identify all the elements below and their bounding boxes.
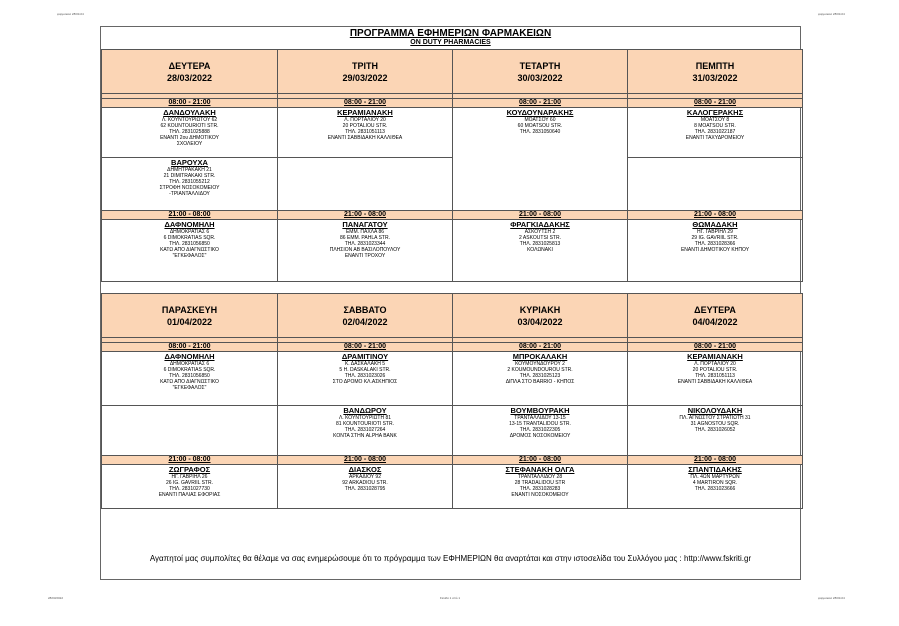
pharmacy-row-night xyxy=(102,465,803,509)
pharmacy-name: ΒΑΝΔΩΡΟΥ xyxy=(343,406,387,415)
pharmacy-detail: ΤΗΛ. 2831025888 xyxy=(169,129,210,135)
day-header xyxy=(628,294,803,338)
page-title: ΠΡΟΓΡΑΜΜΑ ΕΦΗΜΕΡΙΩΝ ΦΑΡΜΑΚΕΙΩΝ xyxy=(349,28,552,39)
pharmacy-row-night xyxy=(102,220,803,282)
header-note-left: φαρμακεια 28/03-04 xyxy=(57,12,84,16)
pharmacy-row-morning-a xyxy=(102,352,803,406)
pharmacy-detail: ΤΗΛ. 2831028283 xyxy=(519,486,561,492)
footer-note-center: Σελίδα 1 από 1 xyxy=(440,596,461,600)
pharmacy-cell xyxy=(278,465,453,509)
pharmacy-detail: ΤΗΛ. 2831026052 xyxy=(694,427,736,433)
pharmacy-detail: 6 DIMOKRATIAS SQR. xyxy=(163,235,216,241)
pharmacy-detail: ΤΗΛ. 2831025813 xyxy=(519,241,561,247)
pharmacy-name: ΒΑΡΟΥΧΑ xyxy=(171,158,208,167)
pharmacy-detail: ΤΡΑΝΤΑΛΛΙΔΟΥ 28 xyxy=(517,474,563,480)
pharmacy-detail: ΤΗΛ. 2831027730 xyxy=(169,486,210,492)
pharmacy-detail: 31 AGNOSTOU SQR. xyxy=(690,421,740,427)
pharmacy-detail: ΤΗΛ. 2831050640 xyxy=(519,129,561,135)
pharmacy-detail: ΔΗΜΟΚΡΑΤΙΑΣ 6 xyxy=(169,361,210,367)
pharmacy-detail: 5 H. DASKALAKI STR. xyxy=(339,367,391,373)
pharmacy-detail: ΤΗΛ. 2831023026 xyxy=(344,373,386,379)
pharmacy-detail: ΕΝΑΝΤΙ ΔΗΜΟΤΙΚΟΥ ΚΗΠΟΥ xyxy=(680,247,750,253)
title-block xyxy=(101,27,800,49)
pharmacy-detail: ΚΑΤΩ ΑΠΟ ΔΙΑΓΝΩΣΤΙΚΟ xyxy=(160,379,219,385)
pharmacy-cell xyxy=(102,158,278,211)
pharmacy-detail: ΤΡΑΝΤΑΛΛΙΔΟΥ 13-15 xyxy=(514,415,566,421)
page-subtitle: ON DUTY PHARMACIES xyxy=(410,39,491,46)
pharmacy-cell xyxy=(453,220,628,282)
pharmacy-detail: ΔΗΜΗΤΡΑΚΑΚΗ 21 xyxy=(167,167,212,173)
pharmacy-cell xyxy=(102,352,278,406)
pharmacy-detail: ΤΗΛ. 2831051113 xyxy=(695,373,735,379)
day-name: ΠΑΡΑΣΚΕΥΗ xyxy=(161,304,218,315)
pharmacy-detail: ΔΗΜΟΚΡΑΤΙΑΣ 6 xyxy=(169,229,210,235)
pharmacy-row-morning-a xyxy=(102,108,803,158)
pharmacy-name: ΜΠΡΟΚΑΛΑΚΗ xyxy=(512,352,568,361)
pharmacy-detail: ΣΤΟ ΔΡΟΜΟ ΚΛ.ΑΣΚΗΠΙΟΣ xyxy=(332,379,398,385)
pharmacy-detail: ΠΛ. ΑΓΝΩΣΤΟΥ ΣΤΡΑΤΙΩΤΗ 31 xyxy=(679,415,751,421)
pharmacy-cell xyxy=(278,220,453,282)
week-table-1 xyxy=(101,49,803,282)
pharmacy-detail: Λ. ΚΟΥΝΤΟΥΡΙΩΤΟΥ 62 xyxy=(161,117,218,123)
pharmacy-cell xyxy=(628,220,803,282)
shift-label: 08:00 - 21:00 xyxy=(628,99,803,108)
shift-label: 21:00 - 08:00 xyxy=(628,211,803,220)
day-header xyxy=(628,50,803,94)
day-date: 31/03/2022 xyxy=(692,72,738,83)
pharmacy-detail: ΚΟΝΤΑ ΣΤΗΝ ALPHA BANK xyxy=(333,433,397,439)
pharmacy-cell xyxy=(453,406,628,456)
pharmacy-detail: ΤΗΛ. 2831056850 xyxy=(169,373,210,379)
day-header-row xyxy=(102,50,803,94)
pharmacy-name: ΚΕΡΑΜΙΑΝΑΚΗ xyxy=(337,108,393,117)
pharmacy-detail: ΠΛΗΣΙΟΝ ΑΒ ΒΑΣΙΛΟΠΟΥΛΟΥ xyxy=(329,247,401,253)
shift-label: 08:00 - 21:00 xyxy=(102,99,278,108)
day-header xyxy=(102,294,278,338)
pharmacy-detail: 86 EMM. PAHLA STR. xyxy=(340,235,390,241)
pharmacy-detail: 21 DIMITRAKAKI STR. xyxy=(163,173,216,179)
pharmacy-cell xyxy=(628,465,803,509)
pharmacy-detail: 20 POTALIOU STR. xyxy=(342,123,388,129)
pharmacy-name: ΒΟΥΜΒΟΥΡΑΚΗ xyxy=(510,406,570,415)
pharmacy-name: ΔΡΑΜΙΤΙΝΟΥ xyxy=(341,352,389,361)
day-header xyxy=(453,50,628,94)
pharmacy-name: ΣΠΑΝΤΙΔΑΚΗΣ xyxy=(688,465,742,474)
day-date: 29/03/2022 xyxy=(342,72,388,83)
shift-label: 21:00 - 08:00 xyxy=(278,456,453,465)
pharmacy-detail: 2 ASKOUTSI STR. xyxy=(519,235,561,241)
day-name: ΠΕΜΠΤΗ xyxy=(695,60,735,71)
pharmacy-detail: ΕΜΜ. ΠΑΧΛΑ 86 xyxy=(345,229,385,235)
pharmacy-detail: ΤΗΛ. 2831022187 xyxy=(694,129,736,135)
pharmacy-name: ΝΙΚΟΛΟΥΔΑΚΗ xyxy=(687,406,743,415)
pharmacy-name: ΖΩΓΡΑΦΟΣ xyxy=(168,465,211,474)
pharmacy-detail: -ΤΡΙΑΝΤΑΛΛΙΔΟΥ xyxy=(169,191,210,197)
shift-label: 08:00 - 21:00 xyxy=(278,99,453,108)
pharmacy-cell xyxy=(628,352,803,406)
pharmacy-cell xyxy=(102,465,278,509)
shift-label: 08:00 - 21:00 xyxy=(102,343,278,352)
day-header xyxy=(278,50,453,94)
shift-row-night xyxy=(102,456,803,465)
day-header xyxy=(278,294,453,338)
pharmacy-name: ΣΤΕΦΑΝΑΚΗ ΟΛΓΑ xyxy=(505,465,575,474)
pharmacy-detail: Κ. ΔΑΣΚΑΛΑΚΗ 5 xyxy=(344,361,386,367)
pharmacy-cell xyxy=(102,406,278,456)
pharmacy-detail: ΚΟΥΜΟΥΝΔΟΥΡΟΥ 2 xyxy=(515,361,565,367)
shift-label: 21:00 - 08:00 xyxy=(102,456,278,465)
pharmacy-detail: 81 KOUNTOURIOTI STR. xyxy=(336,421,394,427)
pharmacy-detail: ΜΟΑΤΣΟΥ 60 xyxy=(524,117,556,123)
pharmacy-name: ΔΑΦΝΟΜΗΛΗ xyxy=(164,352,215,361)
pharmacy-detail: ΤΗΛ. 2831028366 xyxy=(694,241,736,247)
schedule-frame xyxy=(100,26,801,580)
pharmacy-cell xyxy=(278,158,453,211)
pharmacy-name: ΦΡΑΓΚΙΑΔΑΚΗΣ xyxy=(510,220,570,229)
day-name: ΣΑΒΒΑΤΟ xyxy=(343,304,387,315)
pharmacy-detail: Λ. ΚΟΥΝΤΟΥΡΙΩΤΗ 81 xyxy=(338,415,392,421)
pharmacy-name: ΔΑΦΝΟΜΗΛΗ xyxy=(164,220,215,229)
pharmacy-detail: ΣΧΟΛΕΙΟΥ xyxy=(176,141,203,147)
day-header xyxy=(102,50,278,94)
pharmacy-detail: ΤΗΛ. 2831025123 xyxy=(519,373,561,379)
pharmacy-name: ΔΑΝΔΟΥΛΑΚΗ xyxy=(163,108,216,117)
pharmacy-detail: ΔΙΠΛΑ ΣΤΟ BARRIO - ΚΗΠΟΣ xyxy=(505,379,575,385)
pharmacy-detail: 2 KOUMOUNDOUROU STR. xyxy=(507,367,573,373)
pharmacy-name: ΘΩΜΑΔΑΚΗ xyxy=(692,220,738,229)
shift-row-night xyxy=(102,211,803,220)
pharmacy-name: ΚΟΥΔΟΥΝΑΡΑΚΗΣ xyxy=(506,108,574,117)
pharmacy-detail: 4 MARTIRON SQR. xyxy=(692,480,738,486)
pharmacy-cell xyxy=(278,108,453,158)
pharmacy-cell xyxy=(453,108,628,211)
pharmacy-detail: "ΕΓΚΕΦΑΛΟΣ" xyxy=(172,253,207,259)
pharmacy-name: ΚΕΡΑΜΙΑΝΑΚΗ xyxy=(687,352,743,361)
pharmacy-detail: 26 IG. GAVRIIL STR. xyxy=(166,480,213,486)
day-date: 01/04/2022 xyxy=(166,316,213,327)
pharmacy-detail: ΤΗΛ. 2831051113 xyxy=(345,129,385,135)
pharmacy-detail: ΤΗΛ. 2831027264 xyxy=(344,427,386,433)
pharmacy-detail: ΕΝΑΝΤΙ ΝΟΣΟΚΟΜΕΙΟΥ xyxy=(511,492,569,498)
pharmacy-detail: ΗΓ. ΓΑΒΡΙΗΛ 29 xyxy=(697,229,733,235)
header-note-right: φαρμακεια 28/03-04 xyxy=(818,12,845,16)
pharmacy-row-morning-b xyxy=(102,406,803,456)
pharmacy-detail: ΤΗΛ. 2831022305 xyxy=(519,427,561,433)
pharmacy-detail: ΤΗΛ. 2831023666 xyxy=(694,486,736,492)
pharmacy-detail: 6 DIMOKRATIAS SQR. xyxy=(163,367,216,373)
day-name: ΔΕΥΤΕΡΑ xyxy=(694,304,736,315)
shift-label: 21:00 - 08:00 xyxy=(453,456,628,465)
day-name: ΤΡΙΤΗ xyxy=(352,60,378,71)
shift-row-morning xyxy=(102,99,803,108)
pharmacy-detail: ΕΝΑΝΤΙ ΤΡΟΧΟΥ xyxy=(344,253,386,259)
pharmacy-detail: 28 TRADALIDOU STR xyxy=(514,480,566,486)
pharmacy-detail: ΕΝΑΝΤΙ ΣΑΒΒΙΔΑΚΗ ΚΑΛΛΙΘΕΑ xyxy=(327,135,403,141)
pharmacy-detail: ΗΓ. ΓΑΒΡΙΗΛ 26 xyxy=(171,474,208,480)
shift-label: 21:00 - 08:00 xyxy=(453,211,628,220)
pharmacy-detail: 60 MOATSOU STR. xyxy=(517,123,563,129)
footer-note-left: 28/03/2022 xyxy=(48,596,64,600)
day-date: 28/03/2022 xyxy=(166,72,213,83)
pharmacy-detail: 62 KOUNTOURIOTI STR. xyxy=(160,123,219,129)
pharmacy-row-morning-b xyxy=(102,158,803,211)
pharmacy-detail: 29 IG. GAVRIIL STR. xyxy=(691,235,739,241)
pharmacy-name: ΔΙΑΣΚΟΣ xyxy=(348,465,382,474)
shift-label: 21:00 - 08:00 xyxy=(102,211,278,220)
pharmacy-cell xyxy=(102,108,278,158)
pharmacy-detail: ΤΗΛ. 2831028795 xyxy=(344,486,386,492)
pharmacy-detail: ΔΡΟΜΟΣ ΝΟΣΟΚΟΜΕΙΟΥ xyxy=(509,433,571,439)
week-table-2 xyxy=(101,293,803,509)
pharmacy-detail: Λ. ΠΟΡΤΑΛΙΟΥ 20 xyxy=(344,117,386,123)
day-date: 30/03/2022 xyxy=(517,72,563,83)
pharmacy-detail: ΤΗΛ. 2831055212 xyxy=(169,179,210,185)
pharmacy-cell xyxy=(102,220,278,282)
pharmacy-detail: ΑΣΚΟΥΤΣΗ 2 xyxy=(524,229,556,235)
pharmacy-detail: 8 MOATSOU STR. xyxy=(694,123,736,129)
day-header-row xyxy=(102,294,803,338)
shift-label: 08:00 - 21:00 xyxy=(278,343,453,352)
day-date: 04/04/2022 xyxy=(692,316,738,327)
pharmacy-detail: ΕΝΑΝΤΙ ΤΑΧΥΔΡΟΜΕΙΟΥ xyxy=(685,135,745,141)
day-header xyxy=(453,294,628,338)
pharmacy-detail: ΠΛ. 4ΩΝ ΜΑΡΤΥΡΩΝ xyxy=(690,474,740,480)
day-name: ΚΥΡΙΑΚΗ xyxy=(519,304,561,315)
pharmacy-detail: Λ. ΠΟΡΤΑΛΙΟΥ 20 xyxy=(694,361,736,367)
pharmacy-name: ΠΑΝΑΓΑΤΟΥ xyxy=(342,220,388,229)
shift-label: 21:00 - 08:00 xyxy=(628,456,803,465)
pharmacy-detail: ΤΗΛ. 2831056850 xyxy=(169,241,210,247)
pharmacy-detail: ΕΝΑΝΤΙ 2ου ΔΗΜΟΤΙΚΟΥ xyxy=(160,135,219,141)
day-date: 02/04/2022 xyxy=(342,316,388,327)
day-name: ΔΕΥΤΕΡΑ xyxy=(168,60,211,71)
shift-label: 08:00 - 21:00 xyxy=(628,343,803,352)
pharmacy-detail: ΣΤΡΟΦΗ ΝΟΣΟΚΟΜΕΙΟΥ xyxy=(159,185,220,191)
pharmacy-detail: ΑΡΚΑΔΙΟΥ 92 xyxy=(349,474,381,480)
website-notice: Αγαπητοί μας συμπολίτες θα θέλαμε να σας ενημερώσουμε ότι το πρόγραμμα των ΕΦΗΜΕΡΙΩΝ θα αναρτάται και στην ιστοσελίδα του Συλλόγου μας : http://www.fskriti.gr xyxy=(149,554,752,563)
pharmacy-cell xyxy=(453,465,628,509)
shift-label: 08:00 - 21:00 xyxy=(453,99,628,108)
shift-row-morning xyxy=(102,343,803,352)
pharmacy-cell xyxy=(278,352,453,406)
pharmacy-detail: ΤΗΛ. 2831023344 xyxy=(344,241,386,247)
pharmacy-cell xyxy=(278,406,453,456)
shift-label: 08:00 - 21:00 xyxy=(453,343,628,352)
footer-note-right: φαρμακεια 28/03-04 xyxy=(818,596,845,600)
pharmacy-detail: "ΕΓΚΕΦΑΛΟΣ" xyxy=(172,385,207,391)
pharmacy-cell xyxy=(628,158,803,211)
pharmacy-name: ΚΑΛΟΓΕΡΑΚΗΣ xyxy=(686,108,744,117)
day-date: 03/04/2022 xyxy=(517,316,563,327)
shift-label: 21:00 - 08:00 xyxy=(278,211,453,220)
pharmacy-detail: ΕΝΑΝΤΙ ΣΑΒΒΙΔΑΚΗ ΚΑΛΛΙΘΕΑ xyxy=(677,379,753,385)
pharmacy-detail: ΚΟΛΩΝΑΚΙ xyxy=(527,247,553,253)
day-name: ΤΕΤΑΡΤΗ xyxy=(519,60,561,71)
pharmacy-detail: 20 POTALIOU STR. xyxy=(692,367,738,373)
pharmacy-detail: 92 ARKADIOU STR. xyxy=(342,480,388,486)
pharmacy-detail: 13-15 TRANTALIDOU STR. xyxy=(509,421,571,427)
pharmacy-detail: ΚΑΤΩ ΑΠΟ ΔΙΑΓΝΩΣΤΙΚΟ xyxy=(160,247,219,253)
pharmacy-detail: ΜΟΑΤΣΟΥ 8 xyxy=(700,117,730,123)
pharmacy-cell xyxy=(628,108,803,158)
pharmacy-cell xyxy=(453,352,628,406)
pharmacy-cell xyxy=(628,406,803,456)
pharmacy-detail: ΕΝΑΝΤΙ ΠΑΛΙΑΣ ΕΦΟΡΙΑΣ xyxy=(158,492,221,498)
